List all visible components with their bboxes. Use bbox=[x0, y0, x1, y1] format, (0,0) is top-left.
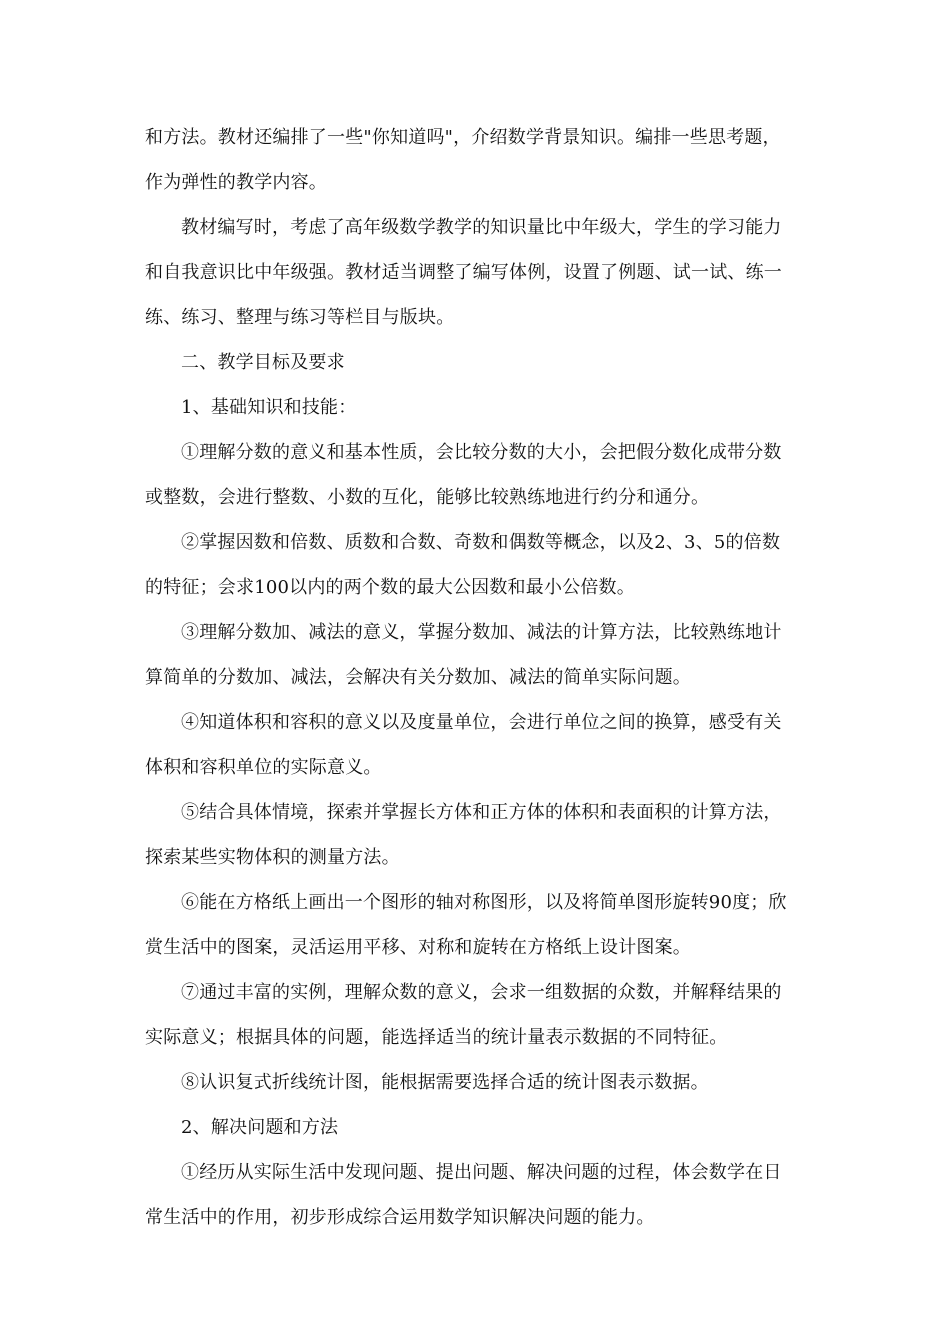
text-line: 算简单的分数加、减法，会解决有关分数加、减法的简单实际问题。 bbox=[145, 667, 691, 688]
text-line: 探索某些实物体积的测量方法。 bbox=[145, 847, 400, 868]
text-line: 赏生活中的图案，灵活运用平移、对称和旋转在方格纸上设计图案。 bbox=[145, 937, 691, 958]
paragraph-start: ⑤结合具体情境，探索并掌握长方体和正方体的体积和表面积的计算方法， bbox=[181, 802, 782, 823]
subsection-heading: 2、解决问题和方法 bbox=[181, 1117, 339, 1138]
text-line: 和自我意识比中年级强。教材适当调整了编写体例，设置了例题、试一试、练一 bbox=[145, 262, 782, 283]
text-line: 体积和容积单位的实际意义。 bbox=[145, 757, 382, 778]
paragraph-start: ⑧认识复式折线统计图，能根据需要选择合适的统计图表示数据。 bbox=[181, 1072, 709, 1093]
paragraph-start: ③理解分数加、减法的意义，掌握分数加、减法的计算方法，比较熟练地计 bbox=[181, 622, 782, 643]
text-line: 作为弹性的教学内容。 bbox=[145, 172, 327, 193]
paragraph-start: ①理解分数的意义和基本性质，会比较分数的大小，会把假分数化成带分数 bbox=[181, 442, 782, 463]
text-line: 练、练习、整理与练习等栏目与版块。 bbox=[145, 307, 455, 328]
text-line: 或整数，会进行整数、小数的互化，能够比较熟练地进行约分和通分。 bbox=[145, 487, 710, 508]
subsection-heading: 1、基础知识和技能： bbox=[181, 397, 357, 418]
text-line: 实际意义；根据具体的问题，能选择适当的统计量表示数据的不同特征。 bbox=[145, 1027, 728, 1048]
paragraph-start: 教材编写时，考虑了高年级数学教学的知识量比中年级大，学生的学习能力 bbox=[181, 217, 782, 238]
section-heading: 二、教学目标及要求 bbox=[181, 352, 345, 373]
text-line: 的特征；会求100以内的两个数的最大公因数和最小公倍数。 bbox=[145, 577, 635, 598]
text-line: 常生活中的作用，初步形成综合运用数学知识解决问题的能力。 bbox=[145, 1207, 655, 1228]
paragraph-start: ④知道体积和容积的意义以及度量单位，会进行单位之间的换算，感受有关 bbox=[181, 712, 782, 733]
paragraph-start: ②掌握因数和倍数、质数和合数、奇数和偶数等概念，以及2、3、5的倍数 bbox=[181, 532, 781, 553]
paragraph-start: ⑦通过丰富的实例，理解众数的意义，会求一组数据的众数，并解释结果的 bbox=[181, 982, 782, 1003]
text-line: 和方法。教材还编排了一些"你知道吗"，介绍数学背景知识。编排一些思考题， bbox=[145, 127, 781, 148]
paragraph-start: ①经历从实际生活中发现问题、提出问题、解决问题的过程，体会数学在日 bbox=[181, 1162, 782, 1183]
paragraph-start: ⑥能在方格纸上画出一个图形的轴对称图形，以及将简单图形旋转90度；欣 bbox=[181, 892, 787, 913]
